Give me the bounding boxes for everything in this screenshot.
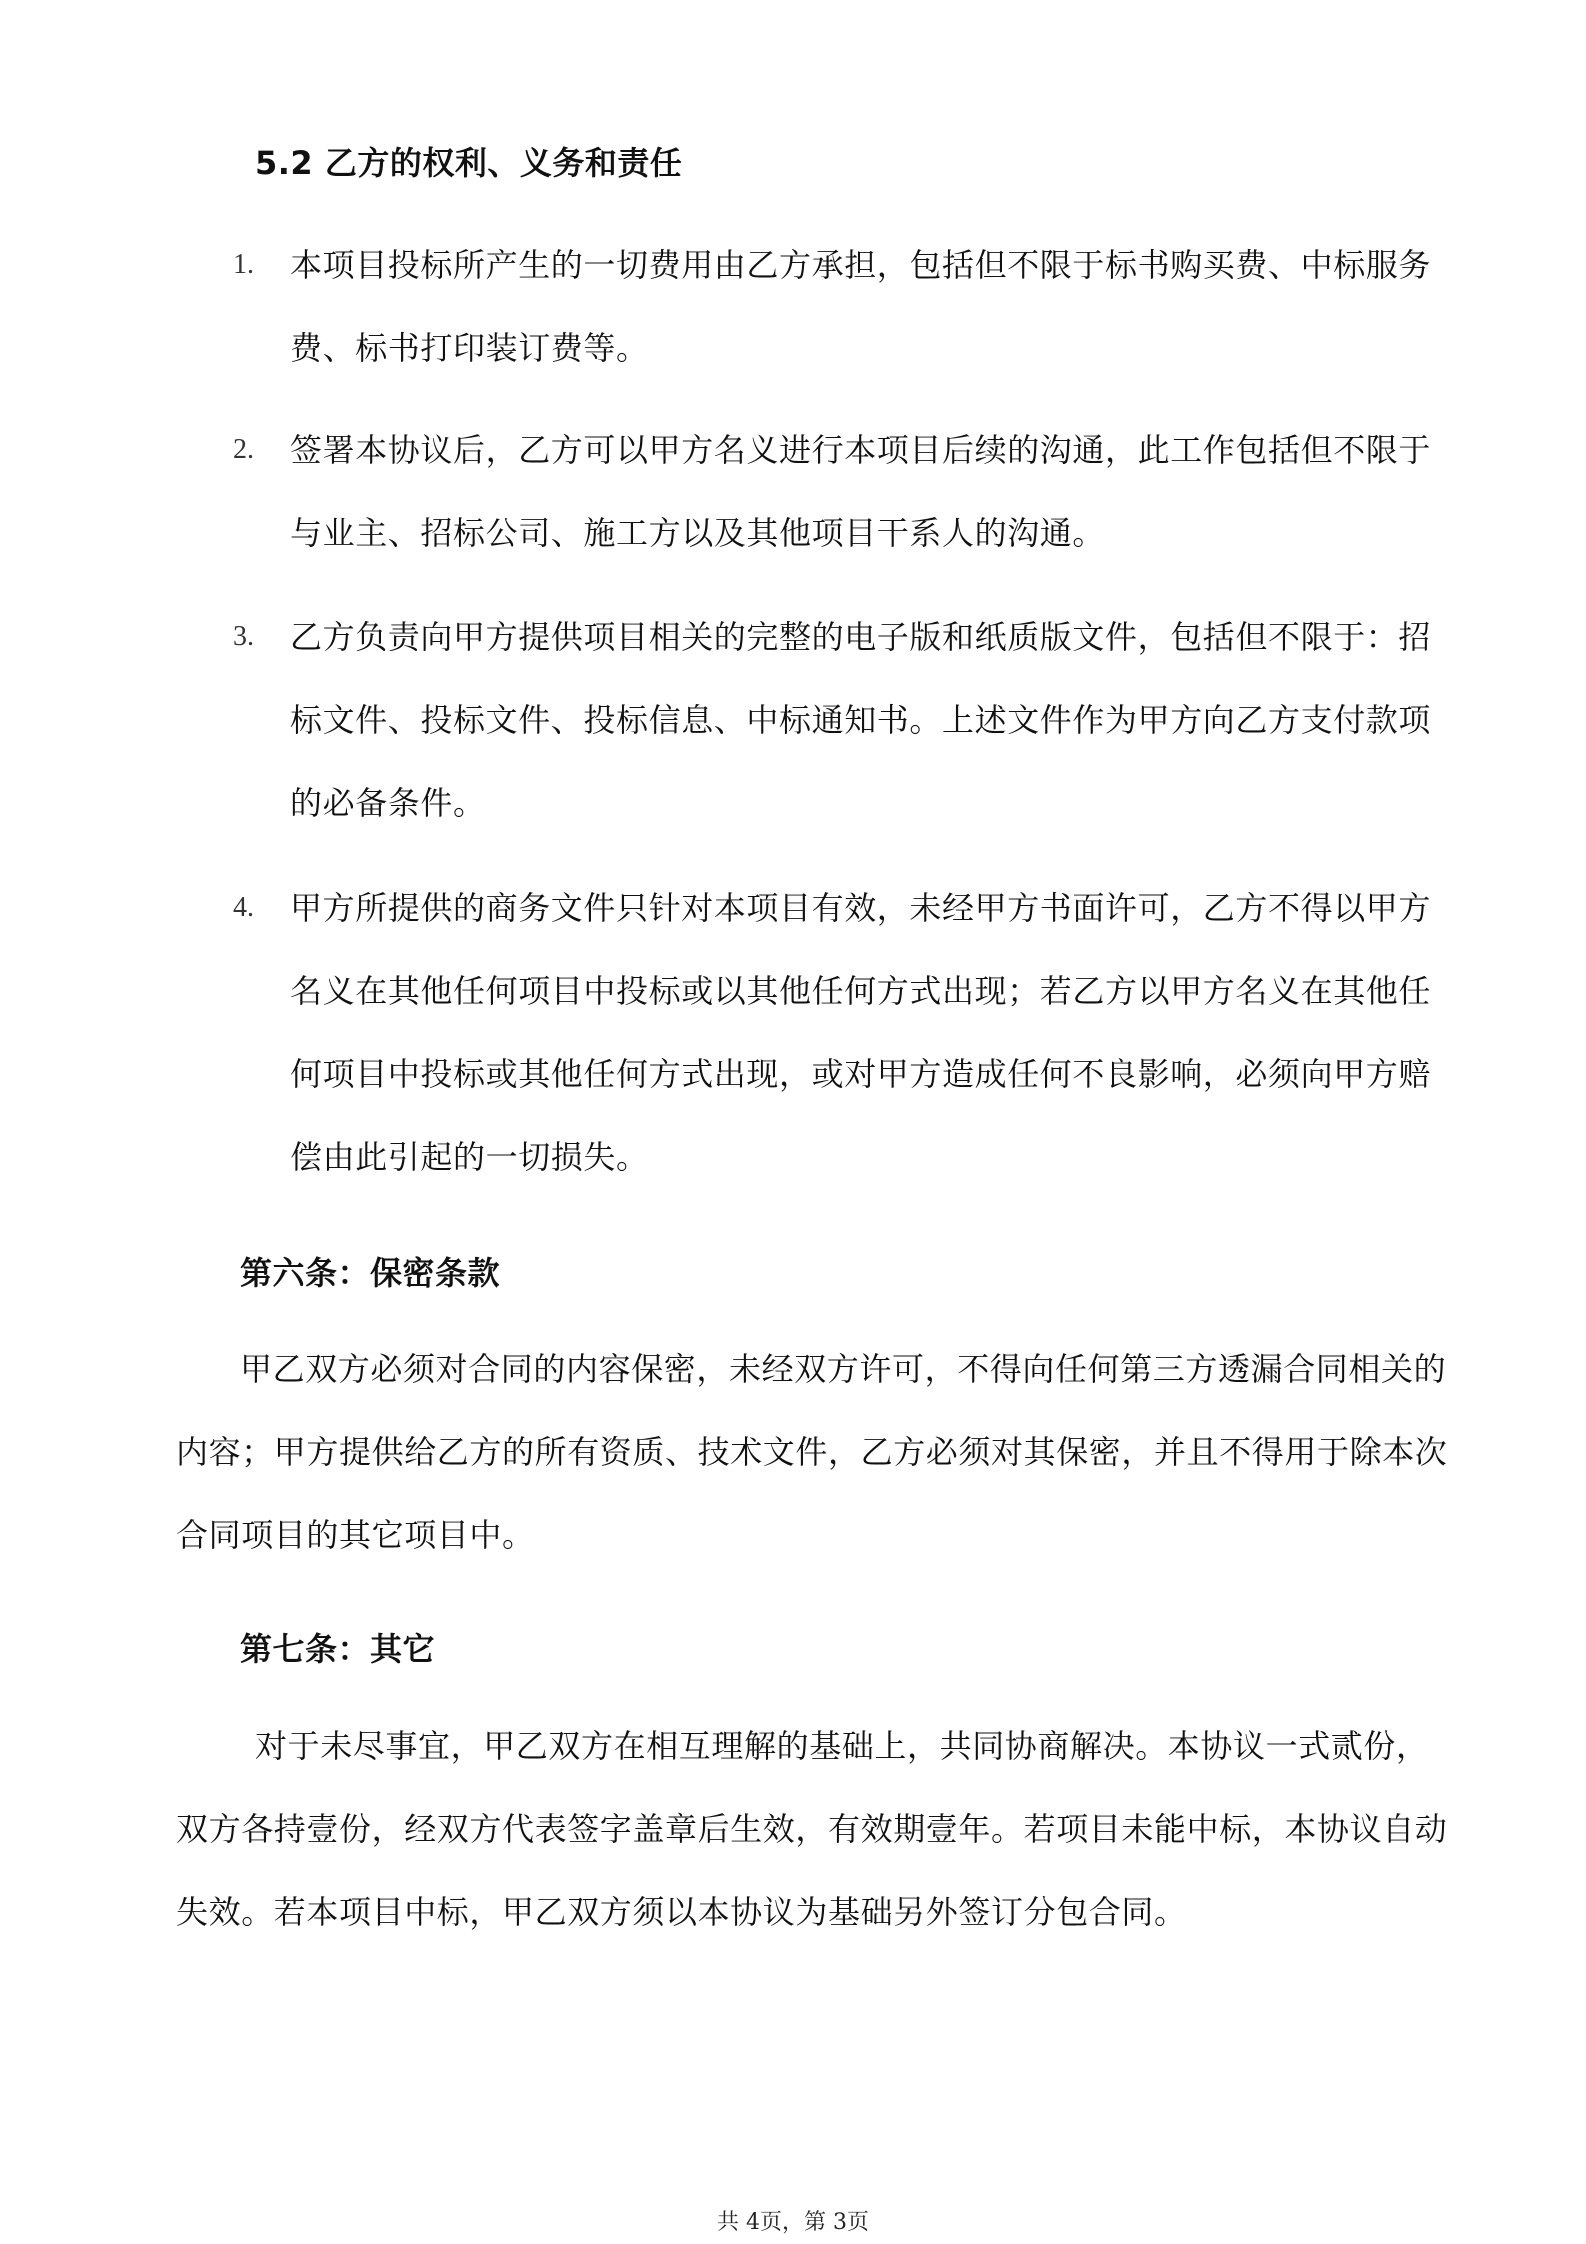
paragraph-line: 失效。若本项目中标，甲乙双方须以本协议为基础另外签订分包合同。 (176, 1893, 1187, 1931)
paragraph-line: 合同项目的其它项目中。 (176, 1516, 535, 1554)
section-5-2-heading: 5.2 乙方的权利、义务和责任 (255, 144, 683, 182)
article-7-heading: 第七条：其它 (240, 1630, 436, 1668)
list-item-line: 标文件、投标文件、投标信息、中标通知书。上述文件作为甲方向乙方支付款项 (290, 701, 1432, 739)
paragraph-line: 内容；甲方提供给乙方的所有资质、技术文件，乙方必须对其保密，并且不得用于除本次 (176, 1433, 1448, 1471)
list-item-number: 4. (233, 892, 254, 923)
page-footer: 共 4页，第 3页 (717, 2210, 869, 2235)
list-item-line: 偿由此引起的一切损失。 (290, 1138, 649, 1176)
list-item-line: 的必备条件。 (290, 784, 486, 822)
list-item-number: 2. (233, 434, 254, 465)
list-item-line: 甲方所提供的商务文件只针对本项目有效，未经甲方书面许可，乙方不得以甲方 (290, 889, 1432, 927)
paragraph-line: 甲乙双方必须对合同的内容保密，未经双方许可，不得向任何第三方透漏合同相关的 (240, 1350, 1447, 1388)
list-item-number: 3. (233, 621, 254, 652)
list-item-line: 费、标书打印装订费等。 (290, 329, 649, 367)
list-item-line: 何项目中投标或其他任何方式出现，或对甲方造成任何不良影响，必须向甲方赔 (290, 1055, 1432, 1093)
list-item-line: 本项目投标所产生的一切费用由乙方承担，包括但不限于标书购买费、中标服务 (290, 246, 1432, 284)
list-item-number: 1. (233, 249, 254, 280)
list-item-line: 乙方负责向甲方提供项目相关的完整的电子版和纸质版文件，包括但不限于：招 (290, 618, 1432, 656)
list-item-line: 签署本协议后，乙方可以甲方名义进行本项目后续的沟通，此工作包括但不限于 (290, 431, 1432, 469)
list-item-line: 与业主、招标公司、施工方以及其他项目干系人的沟通。 (290, 514, 1106, 552)
paragraph-line: 对于未尽事宜，甲乙双方在相互理解的基础上，共同协商解决。本协议一式贰份， (255, 1727, 1429, 1765)
list-item-line: 名义在其他任何项目中投标或以其他任何方式出现；若乙方以甲方名义在其他任 (290, 972, 1432, 1010)
paragraph-line: 双方各持壹份，经双方代表签字盖章后生效，有效期壹年。若项目未能中标，本协议自动 (176, 1810, 1448, 1848)
article-6-heading: 第六条：保密条款 (240, 1254, 501, 1292)
